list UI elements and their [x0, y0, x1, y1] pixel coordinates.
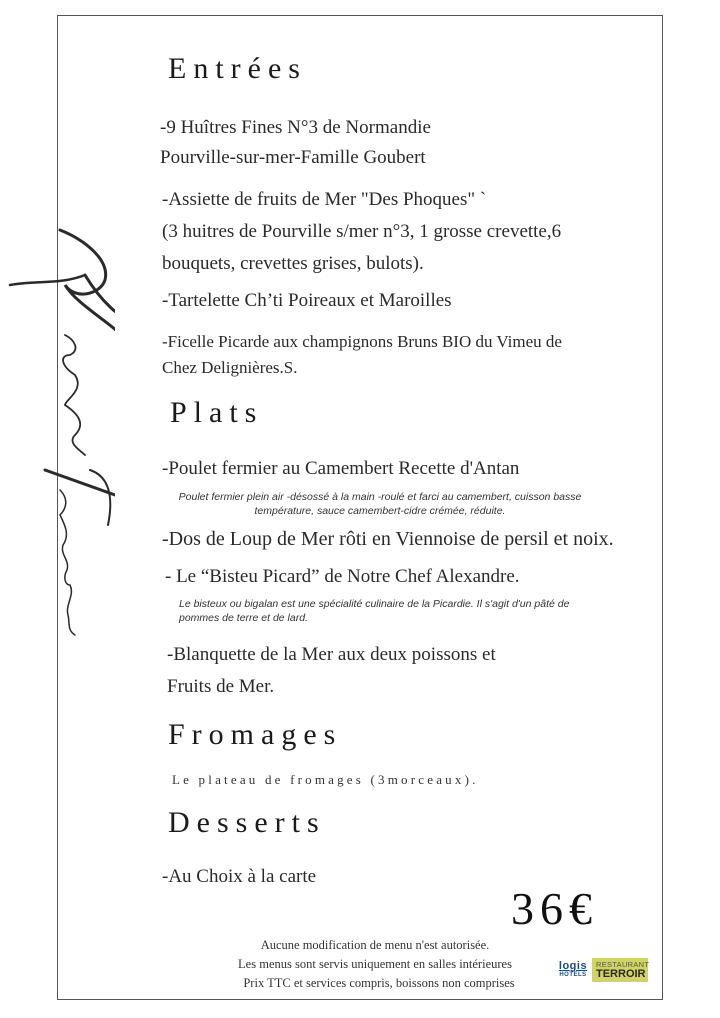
menu-item-dos-de-loup	[162, 524, 614, 554]
menu-price: 36€	[511, 883, 598, 934]
menu-item-plateau-fromages: Le plateau de fromages (3morceaux).	[172, 772, 479, 787]
description-line: pommes de terre et de lard.	[179, 612, 308, 624]
logis-hotels-logo	[558, 961, 588, 978]
menu-item-line: -9 Huîtres Fines N°3 de Normandie	[160, 117, 431, 138]
logo-text: RESTAURANT	[596, 960, 650, 969]
description-line: Poulet fermier plein air -désossé à la main -roulé et farci au camembert, cuisson basse	[178, 491, 582, 503]
description-line: Le bisteux ou bigalan est une spécialité culinaire de la Picardie. Il s'agit d'un pâté de	[179, 598, 570, 610]
menu-item-line: -Assiette de fruits de Mer "Des Phoques" `	[162, 189, 487, 210]
footer-note: Les menus sont servis uniquement en salles intérieures	[238, 957, 512, 971]
menu-item-line: bouquets, crevettes grises, bulots).	[162, 253, 424, 274]
restaurant-terroir-logo	[592, 958, 648, 982]
logo-text: TERROIR	[596, 967, 646, 980]
menu-item-poulet-camembert	[162, 454, 519, 484]
menu-item-line: Chez Delignières.S.	[162, 358, 298, 377]
menu-terroir-script-icon	[5, 225, 115, 645]
description-line: température, sauce camembert-cidre crémée, réduite.	[254, 505, 506, 517]
menu-item-line: -Blanquette de la Mer aux deux poissons et	[167, 644, 496, 665]
menu-item-line: -Tartelette Ch’ti Poireaux et Maroilles	[162, 290, 452, 311]
footer-note: Aucune modification de menu n'est autorisée.	[260, 938, 490, 952]
side-title-handwritten	[5, 225, 115, 645]
section-title-desserts: Desserts	[168, 806, 326, 839]
menu-item-dessert-choix: -Au Choix à la carte	[162, 866, 317, 887]
menu-item-bisteu-picard	[165, 562, 520, 592]
menu-item-tartelette	[162, 286, 452, 316]
menu-item-huitres	[160, 113, 431, 173]
menu-item-line: -Poulet fermier au Camembert Recette d'Antan	[162, 458, 520, 479]
menu-item-blanquette	[167, 639, 496, 703]
section-title-plats: Plats	[170, 396, 264, 429]
footer-notes	[220, 936, 530, 993]
menu-item-description	[179, 597, 569, 625]
menu-item-assiette-fruits-de-mer	[162, 185, 561, 279]
menu-item-line: - Le “Bisteu Picard” de Notre Chef Alexandre.	[165, 566, 520, 587]
menu-item-line: (3 huitres de Pourville s/mer n°3, 1 grosse crevette,6	[162, 221, 562, 242]
menu-item-ficelle-picarde	[162, 329, 562, 381]
section-title-fromages: Fromages	[168, 718, 343, 751]
menu-item-line: -Ficelle Picarde aux champignons Bruns BIO du Vimeu de	[162, 332, 562, 351]
menu-item-line: Pourville-sur-mer-Famille Goubert	[160, 147, 426, 168]
logo-text: logis	[558, 960, 588, 972]
menu-item-line: -Dos de Loup de Mer rôti en Viennoise de persil et noix.	[162, 528, 614, 550]
menu-item-description	[160, 490, 600, 518]
footer-note: Prix TTC et services compris, boissons non comprises	[243, 976, 515, 990]
menu-item-line: Fruits de Mer.	[167, 676, 275, 697]
logo-text: HOTELS	[559, 972, 587, 978]
section-title-entrees: Entrées	[168, 52, 307, 85]
